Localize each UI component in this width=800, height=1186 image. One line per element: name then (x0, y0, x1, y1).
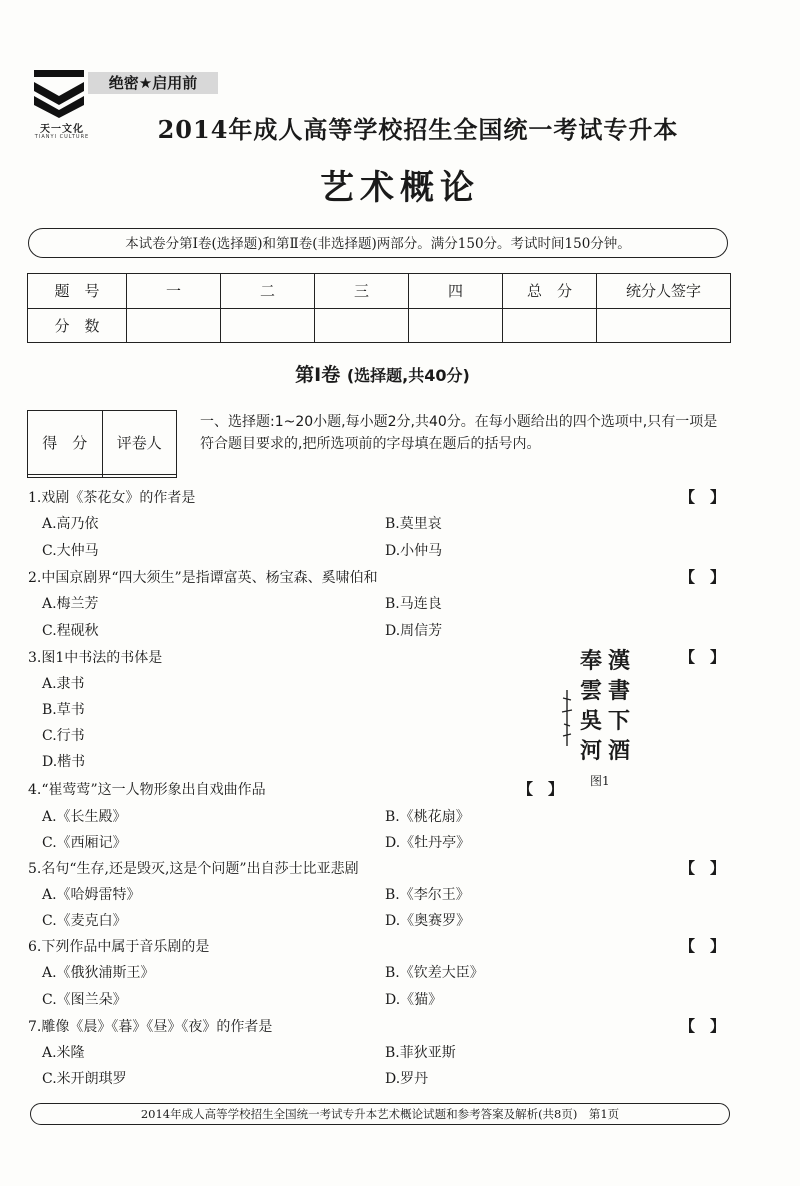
score-cell[interactable] (409, 308, 503, 343)
question-stem: 1.戏剧《茶花女》的作者是 (28, 490, 196, 506)
calligraphy-char: 河 (580, 738, 603, 764)
score-row-label: 分 数 (28, 308, 127, 343)
option-d: D.《奥赛罗》 (385, 913, 471, 929)
answer-bracket[interactable]: 【 】 (518, 780, 564, 798)
grader-score-cell[interactable] (28, 475, 103, 478)
calligraphy-signature-icon (560, 688, 574, 748)
calligraphy-char: 雲 (580, 678, 603, 704)
score-cell[interactable] (597, 308, 731, 343)
calligraphy-char: 奉 (580, 648, 603, 674)
score-header-cell: 题 号 (28, 274, 127, 309)
option-b: B.莫里哀 (385, 516, 442, 532)
calligraphy-char: 書 (608, 678, 631, 704)
figure-1-calligraphy (560, 646, 650, 771)
exam-title: 2014年成人高等学校招生全国统一考试专升本 (157, 115, 679, 144)
option-a: A.高乃依 (42, 516, 99, 532)
option-c: C.《麦克白》 (42, 913, 127, 929)
option-c: C.米开朗琪罗 (42, 1071, 127, 1087)
question-stem: 2.中国京剧界“四大须生”是指谭富英、杨宝森、奚啸伯和 (28, 570, 378, 586)
option-a: A.隶书 (42, 676, 85, 692)
grader-table (27, 410, 177, 478)
section-instructions: 一、选择题:1~20小题,每小题2分,共40分。在每小题给出的四个选项中,只有一项是符合题目要求的,把所选项前的字母填在题后的括号内。 (200, 414, 718, 452)
score-table (27, 273, 731, 343)
answer-bracket[interactable]: 【 】 (680, 488, 726, 506)
grader-score-label: 得 分 (28, 411, 103, 475)
option-a: A.《长生殿》 (42, 809, 127, 825)
calligraphy-column-middle (580, 646, 602, 766)
option-d: D.《牡丹亭》 (385, 835, 471, 851)
calligraphy-char: 吳 (580, 708, 603, 734)
calligraphy-column-right (608, 646, 630, 766)
grader-name-label: 评卷人 (102, 411, 177, 475)
option-c: C.《西厢记》 (42, 835, 127, 851)
score-cell[interactable] (315, 308, 409, 343)
answer-bracket[interactable]: 【 】 (680, 859, 726, 877)
score-header-cell: 一 (127, 274, 221, 309)
question-stem: 5.名句“生存,还是毁灭,这是个问题”出自莎士比亚悲剧 (28, 861, 359, 877)
score-cell[interactable] (221, 308, 315, 343)
score-header-cell: 二 (221, 274, 315, 309)
option-d: D.罗丹 (385, 1071, 429, 1087)
answer-bracket[interactable]: 【 】 (680, 648, 726, 666)
option-d: D.《猫》 (385, 992, 443, 1008)
question-stem: 3.图1中书法的书体是 (28, 650, 163, 666)
option-c: C.《图兰朵》 (42, 992, 127, 1008)
question-stem: 7.雕像《晨》《暮》《昼》《夜》的作者是 (28, 1019, 273, 1035)
section-title-sub: (选择题,共40分) (346, 366, 470, 385)
question-stem: 6.下列作品中属于音乐剧的是 (28, 939, 210, 955)
score-header-cell: 统分人签字 (597, 274, 731, 309)
option-a: A.《俄狄浦斯王》 (42, 965, 155, 981)
secret-label: 绝密★启用前 (88, 72, 218, 94)
score-table-score-row (28, 308, 731, 343)
option-d: D.周信芳 (385, 623, 443, 639)
score-cell[interactable] (127, 308, 221, 343)
logo-name: 天一文化 (40, 124, 84, 135)
subject-title: 艺术概论 (320, 168, 480, 208)
option-a: A.《哈姆雷特》 (42, 887, 141, 903)
option-c: C.行书 (42, 728, 85, 744)
exam-notice: 本试卷分第Ⅰ卷(选择题)和第Ⅱ卷(非选择题)两部分。满分150分。考试时间150分钟。 (28, 228, 728, 258)
answer-bracket[interactable]: 【 】 (680, 937, 726, 955)
score-cell[interactable] (503, 308, 597, 343)
option-d: D.小仲马 (385, 543, 443, 559)
section-title (0, 360, 765, 387)
section-title-main: 第Ⅰ卷 (295, 364, 341, 386)
question-stem: 4.“崔莺莺”这一人物形象出自戏曲作品 (28, 782, 266, 798)
score-header-cell: 三 (315, 274, 409, 309)
answer-bracket[interactable]: 【 】 (680, 568, 726, 586)
option-c: C.程砚秋 (42, 623, 99, 639)
option-c: C.大仲马 (42, 543, 99, 559)
option-a: A.米隆 (42, 1045, 85, 1061)
score-header-cell: 四 (409, 274, 503, 309)
page-footer: 2014年成人高等学校招生全国统一考试专升本艺术概论试题和参考答案及解析(共8页) 第1页 (30, 1103, 730, 1125)
calligraphy-char: 下 (608, 708, 631, 734)
option-d: D.楷书 (42, 754, 86, 770)
grader-name-cell[interactable] (102, 475, 177, 478)
option-b: B.《李尔王》 (385, 887, 470, 903)
answer-bracket[interactable]: 【 】 (680, 1017, 726, 1035)
option-b: B.马连良 (385, 596, 442, 612)
logo-subtitle: TIANYI CULTURE (34, 134, 90, 140)
tianyi-logo-icon (34, 70, 84, 118)
score-header-cell: 总 分 (503, 274, 597, 309)
calligraphy-char: 漢 (608, 648, 631, 674)
score-table-header-row (28, 274, 731, 309)
option-a: A.梅兰芳 (42, 596, 99, 612)
calligraphy-char: 酒 (608, 738, 631, 764)
option-b: B.《桃花扇》 (385, 809, 470, 825)
option-b: B.菲狄亚斯 (385, 1045, 456, 1061)
figure-1-label: 图1 (590, 774, 610, 788)
option-b: B.《钦差大臣》 (385, 965, 484, 981)
option-b: B.草书 (42, 702, 85, 718)
